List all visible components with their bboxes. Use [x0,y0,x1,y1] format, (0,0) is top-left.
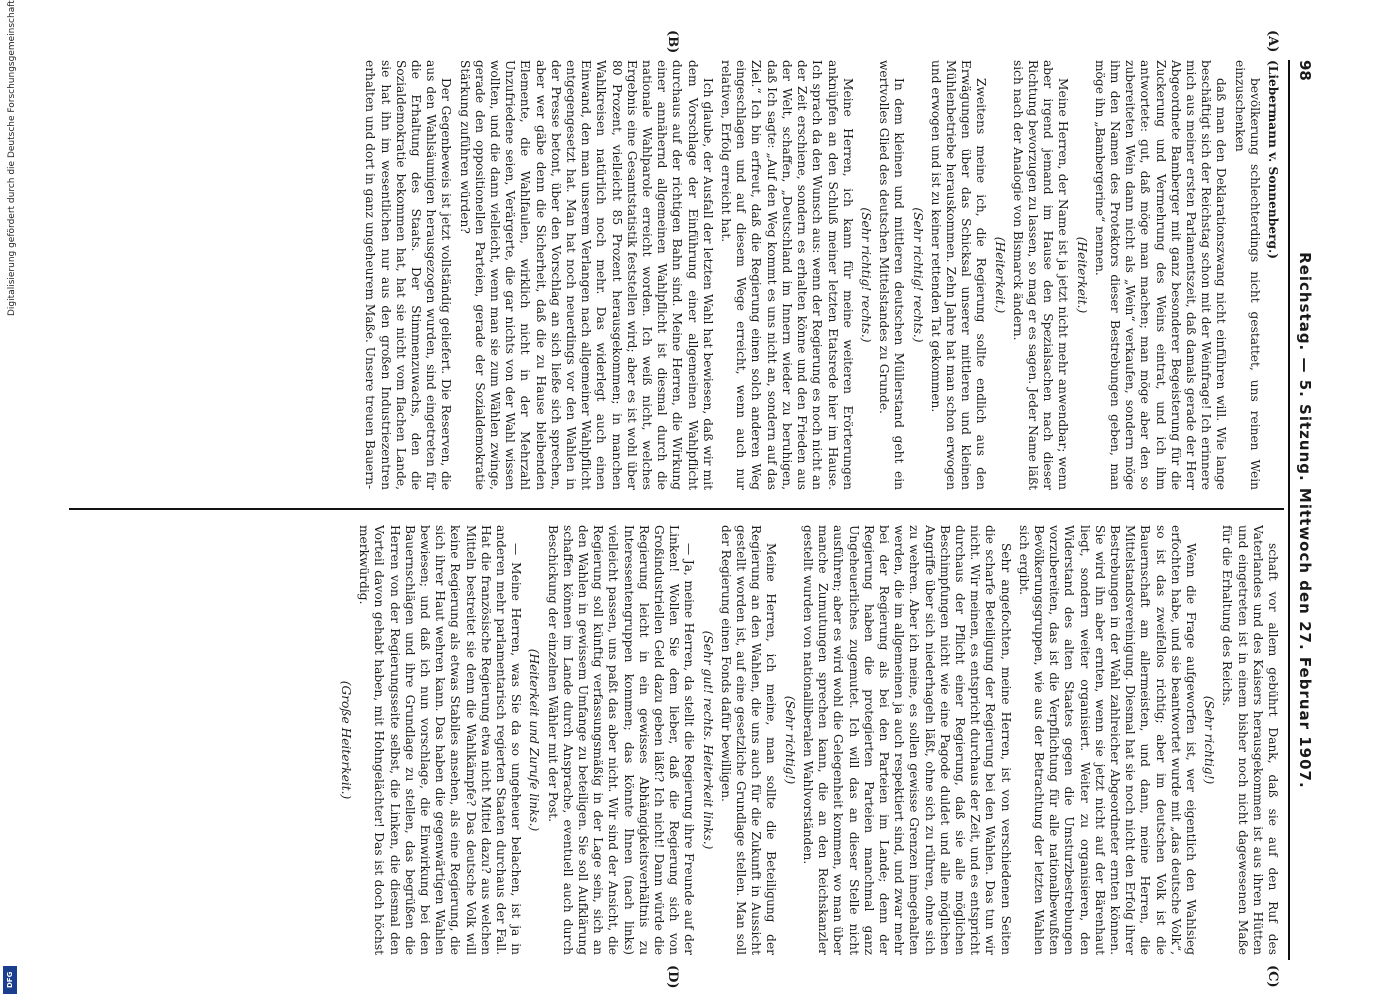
interjection: (Sehr richtig!) [782,695,797,785]
paragraph: Meine Herren, ich kann für meine weiteren Erörterungen anknüpfen an den Schluß meiner letzten Etatsrede hier im Hause. Ich sprach da den Wunsch aus: wenn der Regierung es noch nicht an der Zeit erschiene, sondern es erhalten könne und den Frieden aus der Welt, schaffen, „Deutschland im Innern wieder zu beruhigen, daß Ich sagte: „Auf den Weg kommt es uns nicht an, sondern auf das Ziel.“ Ich bin erfreut, daß die Regierung einen solch anderen Weg eingeschlagen und auf diesem Wege erreicht, wenn auch nur relativen, Erfolg erreicht hat. [719,60,855,490]
paragraph: — Meine Herren, was Sie da so ungeheuer belachen, ist ja in anderen mehr parlamentarisch regierten Staaten durchaus der Fall. Hat die französische Regierung etwa nicht Mittel dazu? aus welchen Mitteln bestreitet sie denn die Wahlkämpfe? Das deutsche Volk will keine Regierung als etwas Stabiles ansehen, als eine Regierung, die sich ihrer Haut wehren kann. Das haben die gegenwärtigen Wahlen bewiesen; und daß ich nun vorschlage, die Einwirkung bei den Bauernschlägen und ihre Grundlage zu stellen, das begrüßen die Herren von der Regierungsseite selbst, die Linken, die diesmal den Vorteil davon gehabt haben, mit Hohngelächter! Das ist doch höchst merkwürdig. [357,525,524,955]
rotated-page-content [60,30,1320,989]
page-running-title: Reichstag. — 5. Sitzung. Mittwoch den 27. Februar 1907. [1296,252,1314,789]
speaker-name: (Liebermann v. Sonnenberg.) [1266,60,1280,260]
paragraph: schaft vor allem gebührt Dank, daß sie auf den Ruf des Vaterlandes und des Kaisers herausgekommen ist aus ihren Hütten und eingetreten ist in einem bisher noch nicht dagewesenen Maße für die Erhaltung des Reichs. [1220,525,1280,955]
interjection: (Sehr richtig!) [1202,695,1217,785]
paragraph: daß man den Deklarationszwang nicht einführen will. Wie lange beschäftigt sich der Reichstag schon mit der Weinfrage! Ich erinnere mich aus meiner ersten Parlamentszeit, daß damals gerade der Herr Abgeordnete Bamberger mit ganz besonderer Begeisterung für die Zuckerung und Vermehrung des Weins eintrat, und ich ihm antwortete: gut, daß möge man machen; man möge aber den so zubereiteten Wein dann nicht als „Wein“ verkaufen, sondern möge ihm den Namen des Protektors dieser Bestrebungen geben, man möge ihn „Bambergerine“ nennen. [1092,60,1229,490]
paragraph: Zweitens meine ich, die Regierung sollte endlich aus den Erwägungen über das Schicksal unserer mittleren und kleinen Mühlenbetriebe herauskommen. Zehn Jahre hat man schon erwogen und erwogen und ist zu keiner rettenden Tat gekommen. [928,60,989,490]
paragraph: — Ja, meine Herren, da stellt die Regierung ihre Freunde auf der Linken! Wollen Sie dem lieber, daß die Regierung sich von Großindustriellen Geld dazu geben läßt? Ich nicht! Dann würde die Regierung leicht in ein gewisses Abhängigkeitsverhältnis zu Interessentengruppen kommen; das könnte Ihnen (nach links) vielleicht passen, uns paßt das aber nicht. Wir sind der Ansicht, die Regierung soll künftig verfassungsmäßig in der Lage sein, sich an den Wahlen in gewissem Umfange zu beteiligen. Sie soll Aufklärung schaffen können im Lande durch Ansprache, eventuell auch durch Beschickung der einzelnen Wähler mit der Post. [545,525,697,955]
page-header [1288,60,1320,960]
interjection: (Heiterkeit.) [1074,236,1089,314]
paragraph: Ich glaube, der Ausfall der letzten Wahl hat bewiesen, daß wir mit dem Vorschlage der Einführung einer allgemeinen Wahlpflicht durchaus auf der richtigen Bahn sind. Meine Herren, die Wirkung einer annähernd allgemeinen Wahlpflicht ist diesmal durch die nationale Wahlparole erreicht worden. Ich weiß nicht, welches Ergebnis eine Gesamtstatistik feststellen wird; aber es ist wohl über 80 Prozent, vielleicht 85 Prozent herausgekommen; in manchen Wahlkreisen natürlich noch mehr. Das widerlegt auch einen Einwand, den man unserem Verlangen nach allgemeiner Wahlpflicht entgegengesetzt hat. Man hat noch neuerdings vor den Wahlen in der Presse betont, über den Vorschlag an sich ließe sich sprechen, aber wer gäbe denn die Sicherheit, daß die zu Hause bleibenden Elemente, die Wahlfaulen, wirklich nicht in der Mehrzahl Unzufriedene seien, Verärgerte, die gar nichts von der Wahl wissen wollten, und die dann vielleicht, wenn man sie zum Wählen zwinge, gerade den oppositionellen Parteien, gerade der Sozialdemokratie Stärkung zuführen würden? [457,60,715,490]
paragraph: Wenn die Frage aufgeworfen ist, wer eigentlich den Wahlsieg erfochten habe, und sie beantwortet wurde mit „das deutsche Volk“, so ist das zweifellos richtig; aber im deutschen Volk ist die Bauernschaft am allermeisten, und dann, meine Herren, die Mittelstandsvereinigung. Diesmal hat sie noch nicht den Erfolg ihrer Bestrebungen in der Wahl zahlreicher Abgeordneter ernten können. Sie wird ihn aber ernten, wenn sie jetzt nicht auf der Bärenhaut liegt, sondern weiter organisiert. Weiter zu organisieren, den Widerstand des alten Staates gegen die Umsturzbestrebungen vorzubereiten, das ist die Verpflichtung für alle nationalbewußten Bevölkerungsgruppen, wie aus der Betrachtung der letzten Wahlen sich ergibt. [1016,525,1198,955]
interjection: (Große Heiterkeit.) [339,680,354,800]
interjection: (Sehr richtig! rechts.) [858,207,873,343]
paragraph: Der Gegenbeweis ist jetzt vollständig geliefert. Die Reserven, die aus den Wahlsäumigen herausgezogen wurden, sind eingetreten für die Erhaltung des Staats. Der Stimmenzuwachs, den die Sozialdemokratie bekommen hat, hat sie nicht vom flachen Lande, sie hat ihn im wesentlichen nur aus den großen Industriezentren erhalten und dort in ganz ungeheurem Maße. Unsere treuen Bauern- [363,60,454,490]
page-number: 98 [1296,60,1314,81]
paragraph: In dem kleinen und mittleren deutschen Müllerstand geht ein wertvolles Glied des deutschen Mittelstandes zu Grunde. [877,60,907,490]
paragraph: Meine Herren, ich meine, man sollte die Beteiligung der Regierung an den Wahlen, die uns auch für die Zukunft in Aussicht gestellt worden ist, auf eine gesetzliche Grundlage stellen. Man soll der Regierung einen Fonds dafür bewilligen. [718,525,779,955]
margin-mark-d: (D) [665,965,680,989]
dfg-logo: DFG [3,966,17,994]
interjection: (Sehr gut! rechts. Heiterkeit links.) [700,630,715,850]
paragraph: Meine Herren, der Name ist ja jetzt nicht mehr anwendbar; wenn aber irgend jemand im Hause den Spezialsachen nach dieser Richtung bevorzugen zu lassen, so mag er es sagen. Jeder Name läßt sich nach der Analogie von Bismarck ändern. [1010,60,1071,490]
document-page [60,30,1320,989]
paragraph: bevölkerung schlechterdings nicht gestattet, uns reinen Wein einzuschenken [1232,60,1262,490]
interjection: (Sehr richtig! rechts.) [910,207,925,343]
digitization-note: Digitalisierung gefördert durch die Deutsche Forschungsgemeinschaft [7,0,17,316]
interjection: (Heiterkeit.) [992,236,1007,314]
margin-mark-a: (A) [1265,30,1280,53]
column-divider [69,508,1284,510]
right-column [70,525,1280,955]
margin-mark-b: (B) [665,30,680,54]
paragraph: Sehr angefochten, meine Herren, ist von verschiedenen Seiten die scharfe Beteiligung der Regierung bei den Wahlen. Das tun wir nicht. Wir meinen, es entspricht durchaus der Zeit, und es entspricht durchaus der Pflicht einer Regierung, daß sie alle möglichen Beschimpfungen nicht wie eine Pagode duldet und alle möglichen Angriffe über sich niederhageln läßt, ohne sich zu rühren, ohne sich zu wehren. Aber ich meine, es sollen gewisse Grenzen innegehalten werden, die im allgemeinen ja auch respektiert sind, und zwar mehr bei der Regierung als bei den Parteien im Lande; denn der Regierung haben die protegierten Parteien manchmal ganz Ungeheuerliches zugemutet. Ich will das an dieser Stelle nicht ausführen; aber es wird wohl die Gelegenheit kommen, wo man über manche Zumutungen sprechen kann, die an den Reichskanzler gestellt wurden von nationalliberalen Wahlvorständen. [800,525,1013,955]
left-column [70,60,1280,490]
margin-mark-c: (C) [1265,965,1280,988]
interjection: (Heiterkeit und Zurufe links.) [527,648,542,832]
